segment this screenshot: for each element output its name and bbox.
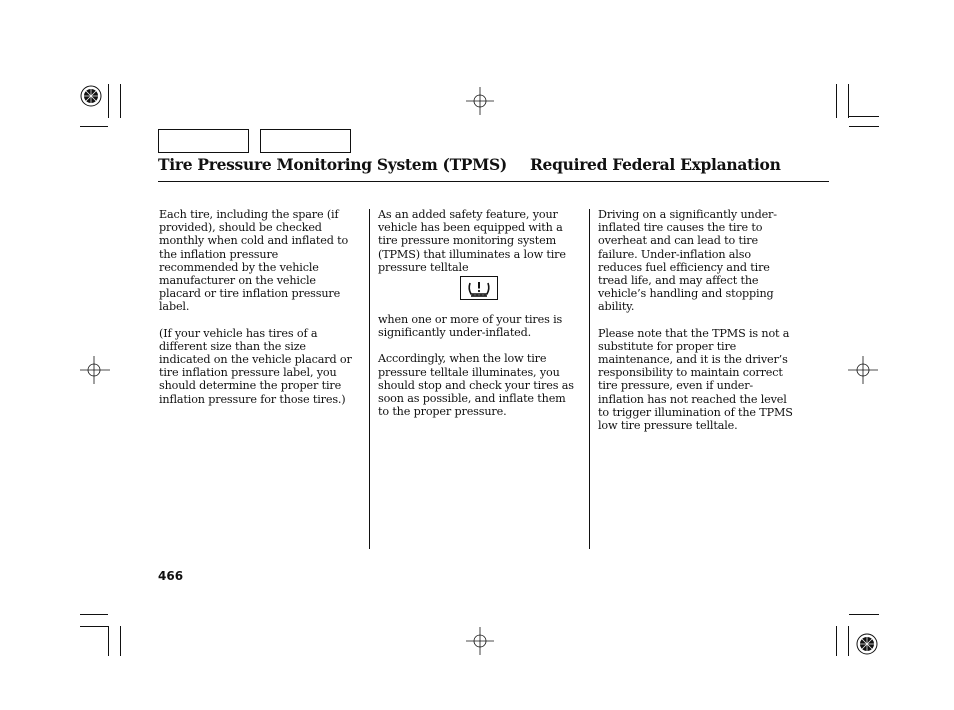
crop-mark [108, 84, 109, 118]
page-number: 466 [158, 569, 184, 583]
crop-mark [108, 626, 109, 656]
paragraph: when one or more of your tires is significantly under-inflated. [378, 313, 563, 340]
paragraph: (If your vehicle has tires of a different size than the size indicated on the vehicle placard or tire inflation pressure label, you should determine the proper tire inflation pressure for those tires.) [159, 326, 352, 406]
low-tire-pressure-telltale-icon [460, 276, 498, 300]
crosshair-mark-left [80, 356, 110, 384]
paragraph: Each tire, including the spare (if provided), should be checked monthly when cold and inflated to the inflation pressure recommended by the vehicle manufacturer on the vehicle placard or tire inflation pressure label. [159, 208, 349, 314]
header-rule [158, 181, 829, 182]
crop-mark [848, 626, 849, 656]
crop-mark [849, 126, 879, 127]
crop-mark [80, 626, 108, 627]
section-subtitle: Required Federal Explanation [529, 155, 781, 174]
crop-mark [849, 116, 879, 117]
column-middle [378, 208, 578, 274]
column-divider-2 [589, 209, 590, 549]
crop-mark [848, 84, 849, 118]
crop-mark [120, 84, 121, 118]
paragraph: Please note that the TPMS is not a substitute for proper tire maintenance, and it is the driver’s responsibility to maintain correct tire pressure, even if under-inflation has not reached the level to trigger illumination of the TPMS low tire pressure telltale. [598, 326, 793, 433]
crop-mark [80, 126, 108, 127]
registration-target-top-left [80, 85, 102, 107]
crosshair-mark-bottom [466, 627, 494, 655]
crop-mark [80, 614, 108, 615]
header-tab-box-1 [158, 129, 249, 153]
paragraph: As an added safety feature, your vehicle has been equipped with a tire pressure monitoring system (TPMS) that illuminates a low tire pressure telltale [378, 208, 566, 274]
paragraph: Accordingly, when the low tire pressure telltale illuminates, you should stop and check your tires as soon as possible, and inflate them to the proper pressure. [378, 352, 574, 419]
crop-mark [849, 614, 879, 615]
column-right [598, 208, 798, 432]
page-title [158, 155, 781, 174]
column-middle-continued [378, 313, 578, 418]
crop-mark [836, 84, 837, 118]
crosshair-mark-right [848, 356, 878, 384]
crosshair-mark-top [466, 87, 494, 115]
header-tab-box-2 [260, 129, 351, 153]
registration-target-bottom-right [856, 633, 878, 655]
paragraph: Driving on a significantly under-inflated tire causes the tire to overheat and can lead to tire failure. Under-inflation also reduces fuel efficiency and tire tread life, and may affect the vehicle’s handling and stopping ability. [598, 208, 777, 314]
crop-mark [836, 626, 837, 656]
crop-mark [120, 626, 121, 656]
section-title: Tire Pressure Monitoring System (TPMS) [158, 155, 507, 174]
column-left [159, 208, 359, 406]
column-divider-1 [369, 209, 370, 549]
